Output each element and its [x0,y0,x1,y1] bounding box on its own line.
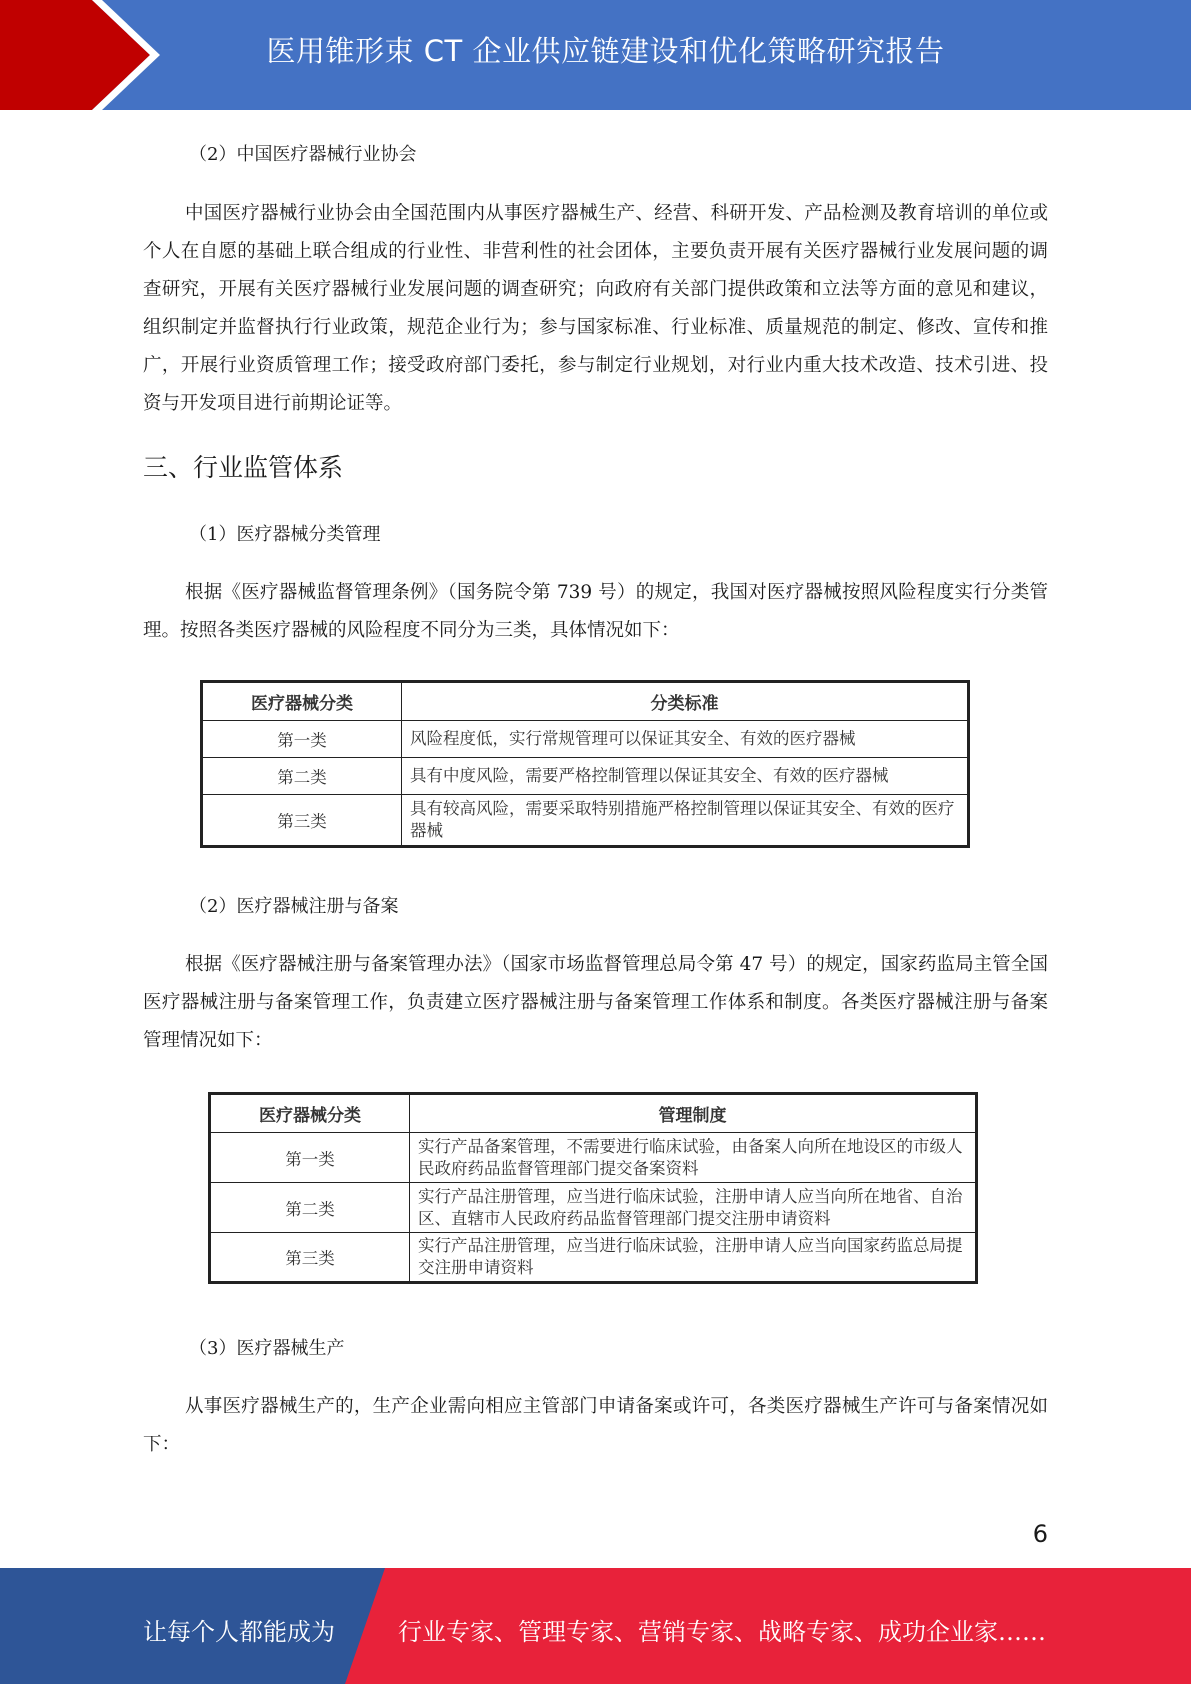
table-cell-category: 第一类 [202,721,402,758]
table-header-cell: 医疗器械分类 [210,1094,410,1133]
section-heading: 三、行业监管体系 [143,453,344,482]
registration-table [208,1092,978,1284]
subheading-registration: （2）医疗器械注册与备案 [189,896,399,917]
subheading-production: （3）医疗器械生产 [189,1338,345,1359]
subheading-association: （2）中国医疗器械行业协会 [189,144,417,165]
table-cell-category: 第三类 [210,1233,410,1283]
table-cell-description: 风险程度低，实行常规管理可以保证其安全、有效的医疗器械 [402,721,969,758]
paragraph-association: 中国医疗器械行业协会由全国范围内从事医疗器械生产、经营、科研开发、产品检测及教育培训的单位或个人在自愿的基础上联合组成的行业性、非营利性的社会团体，主要负责开展有关医疗器械行业发展问题的调查研究，开展有关医疗器械行业发展问题的调查研究；向政府有关部门提供政策和立法等方面的意见和建议，组织制定并监督执行行业政策，规范企业行为；参与国家标准、行业标准、质量规范的制定、修改、宣传和推广，开展行业资质管理工作；接受政府部门委托，参与制定行业规划，对行业内重大技术改造、技术引进、投资与开发项目进行前期论证等。 [143,203,1048,414]
table-header-cell: 医疗器械分类 [202,682,402,721]
table-cell-description: 实行产品注册管理，应当进行临床试验，注册申请人应当向所在地省、自治区、直辖市人民政府药品监督管理部门提交注册申请资料 [410,1183,977,1233]
table-header-row [202,682,969,721]
table-row [202,795,969,847]
table-cell-description: 实行产品注册管理，应当进行临床试验，注册申请人应当向国家药监总局提交注册申请资料 [410,1233,977,1283]
classification-table [200,680,970,848]
paragraph-registration: 根据《医疗器械注册与备案管理办法》（国家市场监督管理总局令第 47 号）的规定，国家药监局主管全国医疗器械注册与备案管理工作，负责建立医疗器械注册与备案管理工作体系和制度。各类医疗器械注册与备案管理情况如下： [143,954,1048,1051]
table-cell-category: 第一类 [210,1133,410,1183]
table-row [210,1133,977,1183]
table-header-cell: 管理制度 [410,1094,977,1133]
table-cell-description: 具有较高风险，需要采取特别措施严格控制管理以保证其安全、有效的医疗器械 [402,795,969,847]
table-row [210,1183,977,1233]
footer-slogan-right: 行业专家、管理专家、营销专家、战略专家、成功企业家…… [398,1618,1046,1646]
table-cell-description: 具有中度风险，需要严格控制管理以保证其安全、有效的医疗器械 [402,758,969,795]
report-title: 医用锥形束 CT 企业供应链建设和优化策略研究报告 [266,34,945,68]
table-cell-category: 第二类 [210,1183,410,1233]
table-cell-description: 实行产品备案管理，不需要进行临床试验，由备案人向所在地设区的市级人民政府药品监督管理部门提交备案资料 [410,1133,977,1183]
subheading-classification: （1）医疗器械分类管理 [189,524,381,545]
page-header [0,0,1191,110]
table-row [202,758,969,795]
table-cell-category: 第二类 [202,758,402,795]
table-row [202,721,969,758]
page-footer [0,1568,1191,1684]
table-row [210,1233,977,1283]
table-header-row [210,1094,977,1133]
paragraph-production: 从事医疗器械生产的，生产企业需向相应主管部门申请备案或许可，各类医疗器械生产许可与备案情况如下： [143,1396,1048,1455]
page-number: 6 [1032,1520,1048,1548]
footer-slogan-left: 让每个人都能成为 [143,1618,335,1646]
table-cell-category: 第三类 [202,795,402,847]
paragraph-classification: 根据《医疗器械监督管理条例》（国务院令第 739 号）的规定，我国对医疗器械按照风险程度实行分类管理。按照各类医疗器械的风险程度不同分为三类，具体情况如下： [143,582,1048,641]
table-header-cell: 分类标准 [402,682,969,721]
